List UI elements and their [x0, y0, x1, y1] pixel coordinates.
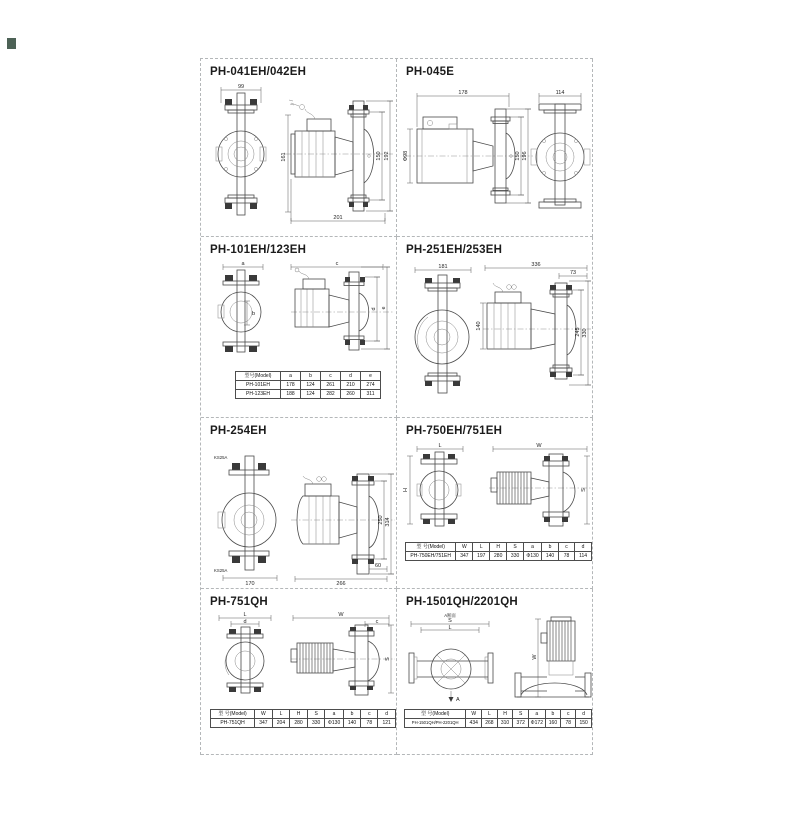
value-cell: 268 — [482, 719, 498, 728]
value-cell: 280 — [290, 719, 308, 728]
panel-ph254eh — [201, 418, 397, 589]
value-cell: 124 — [301, 381, 321, 390]
dimension-table-ph1501qh — [404, 709, 592, 728]
panel-ph041eh — [201, 59, 397, 237]
model-title: PH-101EH/123EH — [210, 244, 307, 256]
dim-pump-height: 245 — [575, 327, 581, 337]
col-header: e — [361, 372, 381, 381]
dim-total-height: 330 — [582, 328, 588, 338]
dim-front-top: L — [438, 443, 442, 449]
col-header: d — [575, 543, 592, 552]
technical-drawing-ph750eh — [397, 438, 593, 540]
flange-standard-label-bottom: KS25A — [214, 568, 228, 573]
side-view-drawing — [489, 454, 591, 526]
dim-body-length: 178 — [458, 90, 468, 96]
col-header: d — [378, 710, 396, 719]
value-cell: 114 — [575, 552, 592, 561]
model-title: PH-750EH/751EH — [406, 425, 503, 437]
front-view-drawing — [417, 452, 461, 526]
front-view-dimensions — [223, 575, 277, 586]
col-header: c — [558, 543, 574, 552]
col-header: b — [542, 543, 559, 552]
col-header: 型号(Model) — [236, 372, 281, 381]
value-cell: 121 — [378, 719, 396, 728]
front-width-dimension — [539, 90, 581, 103]
front-view-drawing — [225, 627, 264, 693]
col-header: L — [482, 710, 498, 719]
technical-drawing-ph751qh — [201, 609, 397, 707]
value-cell: 260 — [341, 390, 361, 399]
col-header: H — [290, 710, 308, 719]
col-header: 型 号(Model) — [406, 543, 456, 552]
value-cell: 78 — [558, 552, 574, 561]
panel-ph750eh — [397, 418, 593, 589]
col-header: d — [576, 710, 592, 719]
dim-side-top-small: c — [375, 619, 379, 625]
technical-drawing-ph101eh — [201, 257, 397, 369]
value-cell: Φ130 — [325, 719, 343, 728]
col-header: L — [473, 543, 490, 552]
section-label: A断面 — [444, 613, 456, 618]
dim-side-top: W — [536, 443, 542, 449]
front-view-dimensions — [415, 264, 471, 273]
value-cell: 204 — [272, 719, 290, 728]
dim-side-top: W — [338, 612, 344, 618]
value-cell: 372 — [513, 719, 529, 728]
side-view-drawing — [291, 268, 393, 350]
value-cell: 282 — [321, 390, 341, 399]
dim-front-left: H — [403, 488, 409, 492]
technical-drawing-ph254eh — [201, 438, 397, 586]
model-cell: PH-123EH — [236, 390, 281, 399]
dim-front-width: a — [241, 261, 245, 267]
value-cell: 78 — [361, 719, 378, 728]
value-cell: 347 — [255, 719, 273, 728]
technical-drawing-ph251eh — [397, 257, 593, 409]
dim-flange-width: 114 — [555, 90, 565, 96]
col-header: c — [561, 710, 576, 719]
table-row — [406, 552, 592, 561]
dim-total-height: 192 — [384, 151, 390, 161]
dim-side-length: 336 — [531, 262, 541, 268]
dim-side-right: S — [385, 657, 391, 661]
value-cell: 310 — [497, 719, 513, 728]
dim-top-offset: 73 — [569, 270, 577, 276]
value-cell: 178 — [281, 381, 301, 390]
table-row — [236, 381, 381, 390]
spec-grid — [200, 58, 593, 755]
col-header: b — [301, 372, 321, 381]
model-cell: PH-751QH — [211, 719, 255, 728]
front-view-drawing — [415, 275, 469, 393]
front-view-drawing — [218, 456, 276, 570]
side-view-dimensions — [476, 262, 591, 385]
dim-pump-height: 150 — [515, 151, 521, 161]
dim-front-center: b — [252, 311, 256, 317]
value-cell: 280 — [490, 552, 507, 561]
value-cell: 434 — [466, 719, 482, 728]
model-title: PH-045E — [406, 66, 455, 78]
front-view-drawing — [216, 93, 266, 215]
dim-pump-height: 250 — [378, 515, 384, 525]
dimension-table-ph101eh — [235, 371, 381, 399]
col-header: W — [466, 710, 482, 719]
value-cell: 261 — [321, 381, 341, 390]
dim-side-length: c — [335, 261, 339, 267]
value-cell: 140 — [542, 552, 559, 561]
value-cell: 140 — [343, 719, 361, 728]
value-cell: 311 — [361, 390, 381, 399]
panel-ph1501qh — [397, 589, 593, 755]
model-cell: PH-1501QH/PH-2201QH — [405, 719, 466, 728]
model-cell: PH-101EH — [236, 381, 281, 390]
model-title: PH-1501QH/2201QH — [406, 596, 518, 608]
technical-drawing-ph041eh — [201, 79, 397, 229]
page-corner-mark — [7, 38, 16, 49]
col-header: d — [341, 372, 361, 381]
front-view-drawing — [531, 104, 590, 208]
dim-front-width: 170 — [245, 581, 255, 586]
col-header: 型 号(Model) — [211, 710, 255, 719]
dim-front-top-outer: L — [243, 612, 247, 618]
section-arrow-label: A — [456, 697, 460, 703]
dim-front-width: 99 — [237, 84, 245, 90]
dim-pump-height: 150 — [376, 151, 382, 161]
value-cell: Φ130 — [524, 552, 542, 561]
dimension-table-ph751qh — [210, 709, 396, 728]
dim-total-height: e — [381, 306, 387, 310]
model-title: PH-751QH — [210, 596, 268, 608]
dimension-table-ph750eh — [405, 542, 592, 561]
side-view-dimensions — [493, 443, 590, 524]
side-view-dimensions — [293, 612, 394, 693]
dim-front-width: 181 — [438, 264, 448, 270]
model-title: PH-254EH — [210, 425, 267, 437]
side-view-drawing — [405, 109, 533, 203]
dim-side-right: W — [532, 654, 538, 660]
dim-motor-height: 140 — [476, 321, 482, 331]
dim-motor-diameter: Φ98 — [403, 150, 409, 162]
col-header: a — [325, 710, 343, 719]
value-cell: 188 — [281, 390, 301, 399]
value-cell: 160 — [545, 719, 561, 728]
value-cell: Φ172 — [529, 719, 546, 728]
dim-total-length: 201 — [333, 215, 343, 221]
col-header: b — [545, 710, 561, 719]
side-view-drawing — [291, 625, 395, 695]
panel-ph101eh — [201, 237, 397, 418]
technical-drawing-ph045e — [397, 79, 593, 231]
dim-side-height: 161 — [281, 152, 287, 162]
col-header: a — [529, 710, 546, 719]
value-cell: 150 — [576, 719, 592, 728]
flange-standard-label-top: KS25A — [214, 455, 228, 460]
col-header: c — [361, 710, 378, 719]
col-header: H — [497, 710, 513, 719]
col-header: H — [490, 543, 507, 552]
panel-ph251eh — [397, 237, 593, 418]
top-view-drawing — [409, 649, 493, 689]
model-title: PH-041EH/042EH — [210, 66, 307, 78]
side-view-drawing — [515, 617, 591, 697]
value-cell: 124 — [301, 390, 321, 399]
front-view-dimensions — [219, 612, 271, 627]
col-header: W — [255, 710, 273, 719]
table-row — [236, 390, 381, 399]
model-title: PH-251EH/253EH — [406, 244, 503, 256]
value-cell: 274 — [361, 381, 381, 390]
dim-total-height: 196 — [522, 151, 528, 161]
value-cell: 78 — [561, 719, 576, 728]
dim-top-inner: L — [448, 625, 452, 631]
dim-pump-height: d — [371, 307, 377, 311]
col-header: L — [272, 710, 290, 719]
value-cell: 330 — [307, 719, 325, 728]
col-header: S — [513, 710, 529, 719]
dim-flange-offset: 60 — [374, 563, 382, 569]
col-header: S — [507, 543, 524, 552]
section-arrow — [449, 691, 461, 703]
col-header: a — [281, 372, 301, 381]
col-header: 型 号(Model) — [405, 710, 466, 719]
dim-front-top-inner: d — [243, 619, 247, 625]
col-header: W — [456, 543, 473, 552]
value-cell: 347 — [456, 552, 473, 561]
col-header: S — [307, 710, 325, 719]
col-header: a — [524, 543, 542, 552]
value-cell: 330 — [507, 552, 524, 561]
side-view-dimensions — [281, 101, 393, 224]
technical-drawing-ph1501qh — [397, 609, 593, 707]
value-cell: 197 — [473, 552, 490, 561]
value-cell: 210 — [341, 381, 361, 390]
dim-top-outer: S — [448, 618, 452, 624]
dim-side-length: 266 — [336, 581, 346, 586]
front-view-dimensions — [223, 261, 263, 325]
panel-ph045e — [397, 59, 593, 237]
panel-ph751qh — [201, 589, 397, 755]
dim-total-height: 314 — [385, 517, 391, 527]
side-view-dimensions — [295, 474, 394, 586]
table-row — [211, 719, 396, 728]
col-header: b — [343, 710, 361, 719]
col-header: c — [321, 372, 341, 381]
dim-side-right: S — [581, 488, 587, 492]
top-view-dimensions — [411, 618, 489, 633]
table-row — [405, 719, 592, 728]
model-cell: PH-750EH/751EH — [406, 552, 456, 561]
side-view-dimensions — [291, 261, 390, 349]
